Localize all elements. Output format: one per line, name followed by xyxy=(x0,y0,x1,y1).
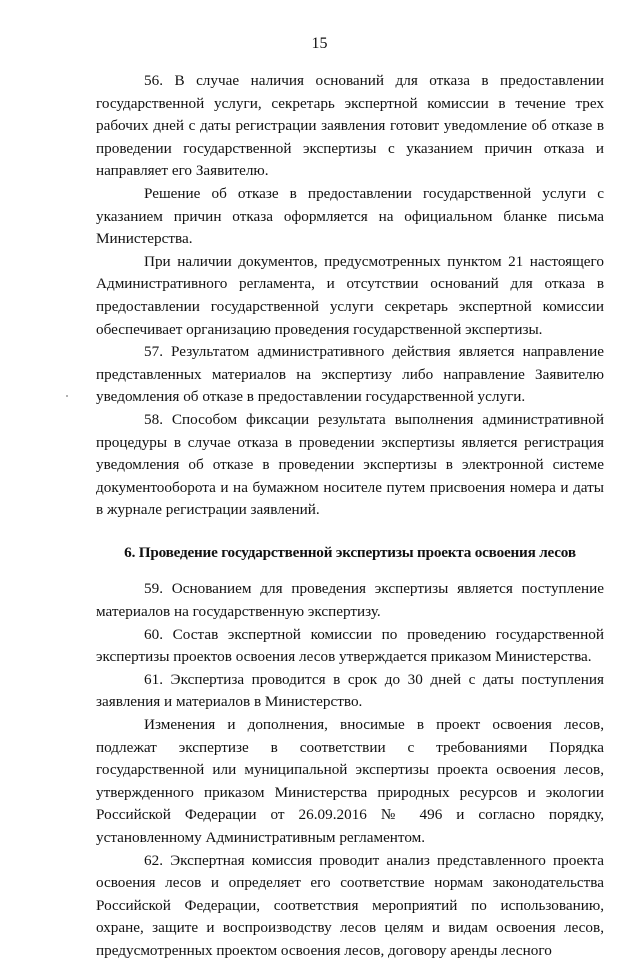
paragraph-60: 60. Состав экспертной комиссии по проведению государственной экспертизы проектов освоения лесов утверждается приказом Министерства. xyxy=(96,625,604,666)
paragraph-59: 59. Основанием для проведения экспертизы является поступление материалов на государственную экспертизу. xyxy=(96,580,604,621)
paragraph-58: 58. Способом фиксации результата выполнения административной процедуры в случае отказа в проведении экспертизы является регистрация уведомления об отказе в проведении экспертизы в электронной системе документооборота и на бумажном носителе путем присвоения номера и даты в журнале регистрации заявлений. xyxy=(96,410,604,519)
paragraph-refusal-decision: Решение об отказе в предоставлении государственной услуги с указанием причин отказа оформляется на официальном бланке письма Министерства. xyxy=(96,184,604,248)
paragraph-amendments: Изменения и дополнения, вносимые в проект освоения лесов, подлежат экспертизе в соответствии с требованиями Порядка государственной или муниципальной экспертизы проекта освоения лесов, утвержденного приказом Министерства природных ресурсов и экологии Российской Федерации от 26.09.2016 № 496 и согласно порядку, установленному Административным регламентом. xyxy=(96,716,604,846)
paragraph-56: 56. В случае наличия оснований для отказа в предоставлении государственной услуги, секретарь экспертной комиссии в течение трех рабочих дней с даты регистрации заявления готовит уведомление об отказе в проведении государственной экспертизы с указанием причин отказа и направляет его Заявителю. xyxy=(96,72,604,180)
document-body xyxy=(96,70,604,963)
paragraph-documents-present: При наличии документов, предусмотренных пунктом 21 настоящего Административного регламента, и отсутствии оснований для отказа в предоставлении государственной услуги секретарь экспертной комиссии обеспечивает организацию проведения государственной экспертизы. xyxy=(96,252,604,338)
paragraph-62: 62. Экспертная комиссия проводит анализ представленного проекта освоения лесов и определяет его соответствие нормам законодательства Российской Федерации, соответствия мероприятий по использованию, охране, защите и воспроизводству лесов целям и видам освоения лесов, предусмотренных проектом освоения лесов, договору аренды лесного xyxy=(96,851,604,959)
scan-speck xyxy=(66,395,68,397)
paragraph-57: 57. Результатом административного действия является направление представленных материалов на экспертизу либо направление Заявителю уведомления об отказе в предоставлении государственной услуги. xyxy=(96,343,604,406)
page-number: 15 xyxy=(311,35,328,52)
section-heading: 6. Проведение государственной экспертизы проекта освоения лесов xyxy=(124,543,576,561)
paragraph-61: 61. Экспертиза проводится в срок до 30 дней с даты поступления заявления и материалов в Министерство. xyxy=(96,670,604,711)
